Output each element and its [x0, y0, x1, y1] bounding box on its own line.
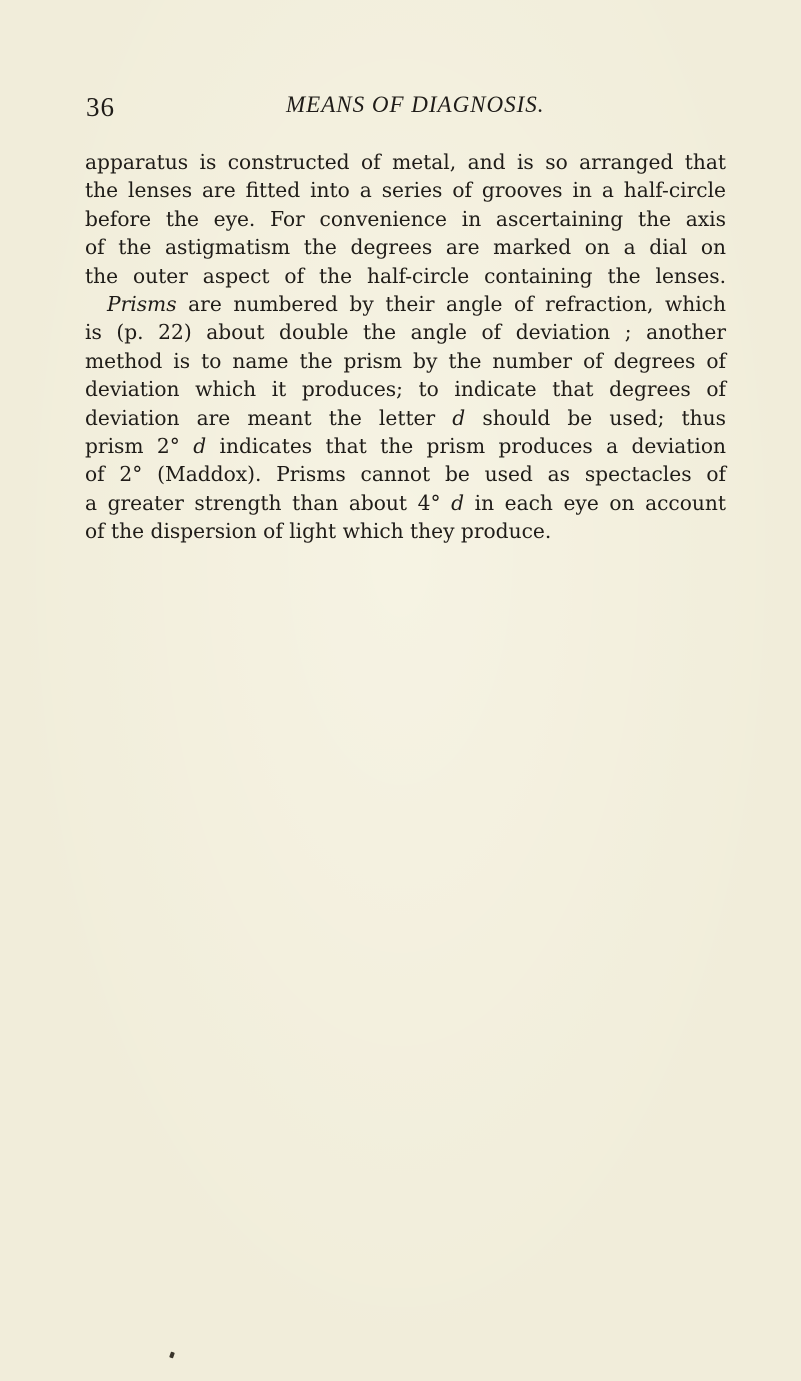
text-run: indicates that the prism produces a deviation — [206, 433, 726, 458]
text-line: deviation which it produces; to indicate that degrees of — [85, 377, 726, 402]
text-line — [85, 489, 726, 517]
running-head-title: MEANS OF DIAGNOSIS. — [286, 92, 545, 117]
ink-speck — [169, 1351, 175, 1358]
text-line: is (p. 22) about double the angle of deviation ; another — [85, 320, 726, 345]
text-line: of the dispersion of light which they produce. — [85, 519, 552, 544]
text-run: prism 2° — [85, 433, 194, 458]
body-paragraph — [85, 148, 726, 545]
text-run: in each eye on account — [464, 490, 726, 515]
text-run: a greater strength than about 4° — [85, 490, 452, 515]
text-line: of 2° (Maddox). Prisms cannot be used as spectacles of — [85, 462, 726, 487]
italic-term: d — [452, 405, 466, 430]
text-line: method is to name the prism by the number of degrees of — [85, 348, 726, 373]
text-line: of the astigmatism the degrees are marked on a dial on — [85, 235, 726, 260]
text-line: the lenses are fitted into a series of grooves in a half-circle — [85, 178, 726, 203]
page-number: 36 — [86, 92, 115, 122]
text-run: deviation are meant the letter — [85, 405, 453, 430]
text-line — [85, 404, 726, 432]
text-line: before the eye. For convenience in ascertaining the axis — [85, 206, 726, 231]
text-line: apparatus is constructed of metal, and is so arranged that — [85, 150, 726, 174]
italic-term: d — [193, 433, 207, 458]
text-line — [85, 290, 726, 318]
text-line — [85, 432, 726, 460]
italic-term: d — [451, 490, 465, 515]
text-run: should be used; thus — [465, 405, 726, 430]
italic-term: Prisms — [107, 291, 177, 316]
text-run: are numbered by their angle of refraction, which — [176, 291, 726, 316]
text-line: the outer aspect of the half-circle containing the lenses. — [85, 263, 726, 288]
running-head — [86, 92, 726, 126]
